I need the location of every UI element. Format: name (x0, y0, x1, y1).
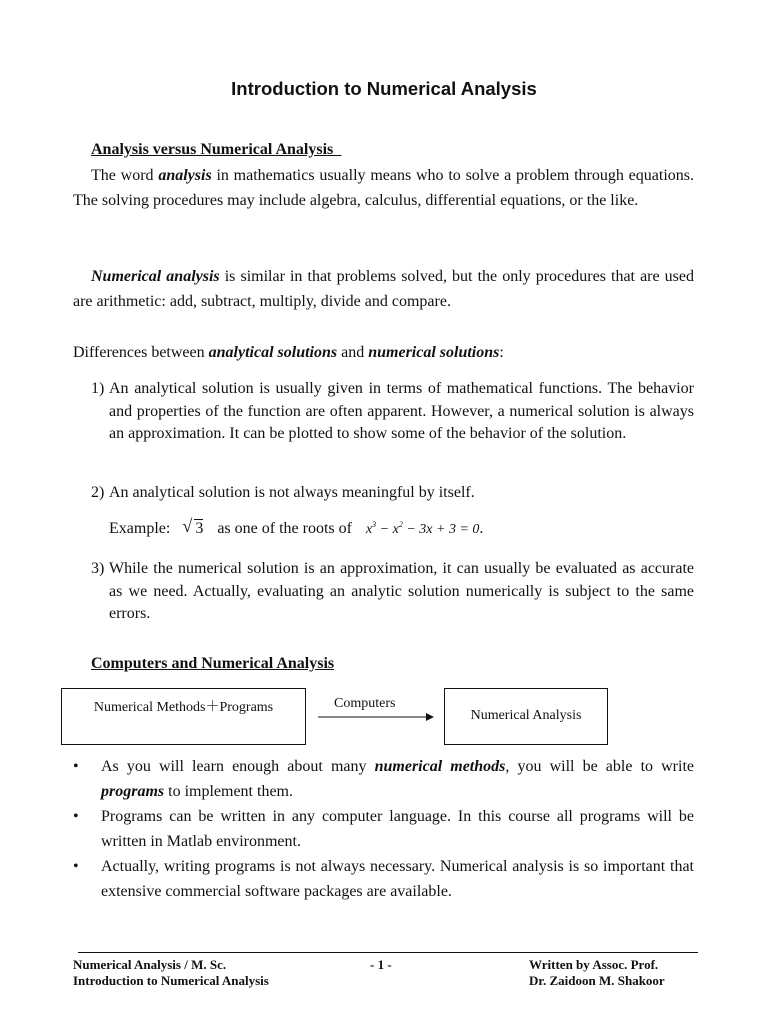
section-heading-text: Analysis versus Numerical Analysis (91, 141, 334, 158)
eq-term: x (365, 522, 373, 537)
eq-exponent: 3 (372, 520, 377, 529)
emphasis-text: programs (101, 783, 165, 800)
bullet-icon: • (73, 858, 79, 875)
example-line (109, 516, 484, 538)
bullet-text: , you will be able to write (505, 758, 694, 775)
list-item-text: Actually, writing programs is not always necessary. Numerical analysis is so important that extensive commercial software packages are available. (101, 858, 694, 900)
list-number: 2) (91, 484, 105, 501)
paragraph-text: Differences between (73, 344, 209, 361)
paragraph-numerical-analysis (73, 264, 694, 314)
list-item (73, 754, 694, 804)
eq-term: − 3x + 3 = 0 (402, 522, 480, 537)
radicand: 3 (195, 520, 204, 537)
diagram-box-numerical-analysis (444, 688, 608, 745)
bullet-list (73, 754, 694, 904)
paragraph-differences (73, 340, 694, 365)
example-label: Example: (109, 520, 171, 537)
paragraph-text: : (499, 344, 504, 361)
section-heading-analysis (91, 141, 341, 159)
eq-exponent: 2 (398, 520, 403, 529)
list-number: 1) (91, 380, 105, 397)
paragraph-text: in mathematics usually means who to solve a problem through equations. The solving procedures may include algebra, calculus, differential equations, or the like. (73, 167, 694, 209)
list-item (91, 482, 694, 505)
arrow-right-icon (318, 710, 434, 724)
list-item (73, 854, 694, 904)
paragraph-text: is similar in that problems solved, but the only procedures that are used are arithmetic: add, subtract, multiply, divide and compare. (73, 268, 694, 310)
list-number: 3) (91, 560, 105, 577)
diagram-box-methods (61, 688, 306, 745)
diagram-box-label: Numerical Methods＋Programs (93, 700, 274, 715)
emphasis-text: numerical solutions (368, 344, 500, 361)
radical-sign-icon: √ (182, 516, 193, 536)
list-item-text: Programs can be written in any computer language. In this course all programs will be written in Matlab environment. (101, 808, 694, 850)
bullet-text: As you will learn enough about many (101, 758, 375, 775)
footer-author-title: Written by Assoc. Prof. (529, 957, 659, 972)
page-title: Introduction to Numerical Analysis (231, 78, 537, 99)
list-item-text (101, 754, 694, 804)
paragraph-text: and (337, 344, 369, 361)
list-item (73, 804, 694, 854)
polynomial-equation (366, 522, 479, 537)
footer-right (529, 957, 665, 989)
list-item-text: An analytical solution is not always meaningful by itself. (109, 484, 475, 501)
paragraph-text: The word (91, 167, 159, 184)
diagram-arrow-label: Computers (334, 696, 396, 711)
footer-author-name: Dr. Zaidoon M. Shakoor (529, 973, 665, 988)
section-heading-computers: Computers and Numerical Analysis (91, 655, 335, 672)
emphasis-text: numerical methods (374, 758, 506, 775)
example-period: . (479, 520, 484, 537)
paragraph-analysis (73, 163, 694, 213)
list-item (91, 558, 694, 626)
list-item-text: An analytical solution is usually given in terms of mathematical functions. The behavior and properties of the function are often apparent. However, a numerical solution is always an approximation. It can be plotted to show some of the behavior of the solution. (109, 380, 694, 442)
bullet-text: to implement them. (164, 783, 293, 800)
footer-course: Numerical Analysis / M. Sc. (73, 957, 227, 972)
square-root-expression (182, 516, 204, 538)
emphasis-text: analytical solutions (208, 344, 338, 361)
footer-left (73, 957, 269, 989)
list-item-text: While the numerical solution is an approximation, it can usually be evaluated as accurate as we need. Actually, evaluating an analytic solution numerically is subject to the same errors. (109, 560, 694, 622)
eq-term: − x (376, 522, 399, 537)
emphasis-text: analysis (158, 167, 212, 184)
page-number: - 1 - (370, 957, 392, 972)
bullet-icon: • (73, 808, 79, 825)
footer-chapter: Introduction to Numerical Analysis (73, 973, 269, 988)
bullet-icon: • (73, 758, 79, 775)
diagram-box-label: Numerical Analysis (470, 708, 582, 723)
example-text: as one of the roots of (217, 520, 352, 537)
emphasis-text: Numerical analysis (91, 268, 220, 285)
list-item (91, 378, 694, 446)
footer-divider (78, 952, 698, 953)
